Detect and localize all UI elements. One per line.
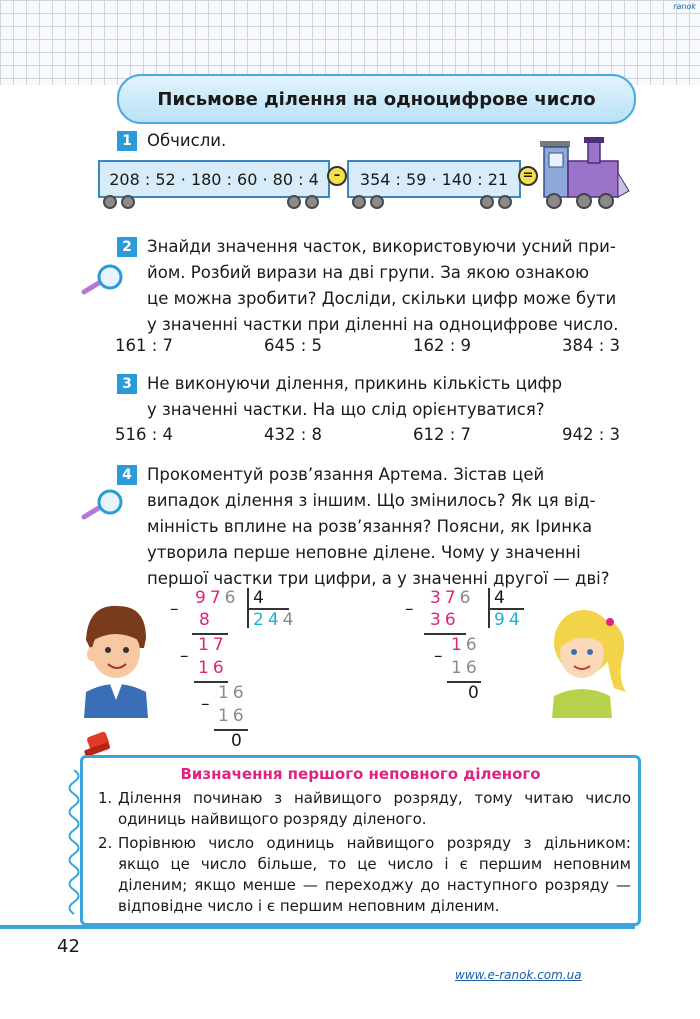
subtrahend-1: 36: [430, 610, 460, 630]
subtrahend-2: 16: [451, 658, 481, 678]
task-2-line: Знайди значення часток, використовуючи усний при-: [147, 237, 616, 256]
minus-sign: –: [405, 599, 414, 619]
expression: 612 : 7: [412, 425, 472, 444]
wheel: [498, 195, 512, 209]
dividend: [195, 588, 239, 608]
wheel: [121, 195, 135, 209]
rule-box: [80, 755, 641, 926]
train-wagon-1: 208 : 52 · 180 : 60 · 80 : 4: [98, 160, 330, 198]
task-4-line: мінність вплине на розв’язання? Поясни, як Іринка: [147, 517, 593, 536]
dividend-part-rest: 6: [224, 588, 240, 608]
wheel: [305, 195, 319, 209]
rule-item-number: 1.: [98, 789, 113, 807]
girl-illustration: [540, 600, 630, 718]
wheel: [480, 195, 494, 209]
task-4-line: випадок ділення з іншим. Що змінилось? Як ця від-: [147, 491, 596, 510]
task-3-line: Не виконуючи ділення, прикинь кількість цифр: [147, 374, 563, 393]
task-3-expressions: [115, 425, 620, 444]
subtrahend-2: 16: [198, 658, 228, 678]
wheel: [352, 195, 366, 209]
subtrahend-3: 16: [218, 706, 248, 726]
dividend-part-first: 97: [195, 588, 225, 608]
task-4-line: утворила перше неповне ділене. Чому у значенні: [147, 543, 581, 562]
task-3-line: у значенні частки. На що слід орієнтуватися?: [147, 400, 545, 419]
boy-illustration: [76, 600, 156, 718]
remainder-2: 16: [218, 683, 248, 703]
train-wagon-2: 354 : 59 · 140 : 21: [347, 160, 521, 198]
rule-item: [98, 833, 631, 917]
task-number-2: 2: [117, 237, 137, 257]
rule-item-text: Порівнюю число одиниць найвищого розряду з дільником: якщо це число більше, то це число і є першим неповним діленим; якщо менше — переходжу до наступного розряду — відповідне число і є першим неповним діленим.: [118, 834, 631, 915]
divisor: 4: [253, 588, 268, 608]
graph-paper-header: [0, 0, 700, 85]
task-2-line: йом. Розбий вирази на дві групи. За якою ознакою: [147, 263, 590, 282]
rule-item: [98, 788, 631, 830]
subtrahend-1: 8: [199, 610, 214, 630]
quotient-part-rest: 4: [508, 610, 524, 630]
task-1-text: Обчисли.: [147, 131, 227, 150]
rule-item-text: Ділення починаю з найвищого розряду, тому читаю число одиниць найвищого розряду діленого.: [118, 789, 631, 828]
remainder-part-first: 1: [451, 635, 466, 655]
quotient: [253, 610, 297, 630]
locomotive-icon: [538, 133, 630, 213]
magnifier-icon: [80, 262, 124, 296]
task-number-4: 4: [117, 465, 137, 485]
quotient: [494, 610, 524, 630]
expression: 161 : 7: [115, 336, 174, 355]
task-3-text: [147, 371, 634, 423]
task-2-expressions: [115, 336, 620, 355]
task-number-1: 1: [117, 131, 137, 151]
expression: 645 : 5: [263, 336, 323, 355]
footer-rule: [0, 925, 635, 929]
wheel: [287, 195, 301, 209]
website-link[interactable]: www.e-ranok.com.ua: [455, 968, 582, 982]
page-number: 42: [57, 936, 80, 957]
dividend-part-first: 37: [430, 588, 460, 608]
remainder-1: [451, 635, 481, 655]
publisher-logo: ranok: [673, 2, 696, 11]
expression: 942 : 3: [561, 425, 620, 444]
wheel: [103, 195, 117, 209]
page-title: Письмове ділення на одноцифрове число: [117, 74, 636, 124]
final-remainder: 0: [468, 683, 483, 703]
dividend-part-rest: 6: [459, 588, 475, 608]
remainder-part-rest: 6: [465, 635, 481, 655]
expression: 432 : 8: [263, 425, 323, 444]
task-4-line: першої частки три цифри, а у значенні другої — дві?: [147, 569, 610, 588]
minus-sign: –: [180, 646, 189, 666]
quotient-part-first: 9: [494, 610, 509, 630]
task-4-text: [147, 462, 634, 592]
remainder-1: 17: [198, 635, 228, 655]
expression: 516 : 4: [115, 425, 174, 444]
rule-item-number: 2.: [98, 834, 113, 852]
minus-sign: –: [170, 599, 179, 619]
dividend: [430, 588, 474, 608]
magnifier-icon: [80, 487, 124, 521]
quotient-part-first: 24: [253, 610, 283, 630]
task-2-line: це можна зробити? Досліди, скільки цифр може бути: [147, 289, 617, 308]
quotient-part-rest: 4: [282, 610, 298, 630]
final-remainder: 0: [231, 731, 246, 751]
minus-sign: –: [201, 694, 210, 714]
minus-sign: –: [434, 646, 443, 666]
divisor: 4: [494, 588, 509, 608]
task-4-line: Прокоментуй розв’язання Артема. Зістав цей: [147, 465, 545, 484]
expression: 162 : 9: [412, 336, 472, 355]
task-2-line: у значенні частки при діленні на одноцифрове число.: [147, 315, 619, 334]
task-number-3: 3: [117, 374, 137, 394]
task-2-text: [147, 234, 634, 338]
coupler-minus: –: [327, 166, 347, 186]
coupler-equals: =: [518, 166, 538, 186]
expression: 384 : 3: [561, 336, 620, 355]
rule-title: Визначення першого неповного діленого: [180, 765, 541, 783]
wheel: [370, 195, 384, 209]
